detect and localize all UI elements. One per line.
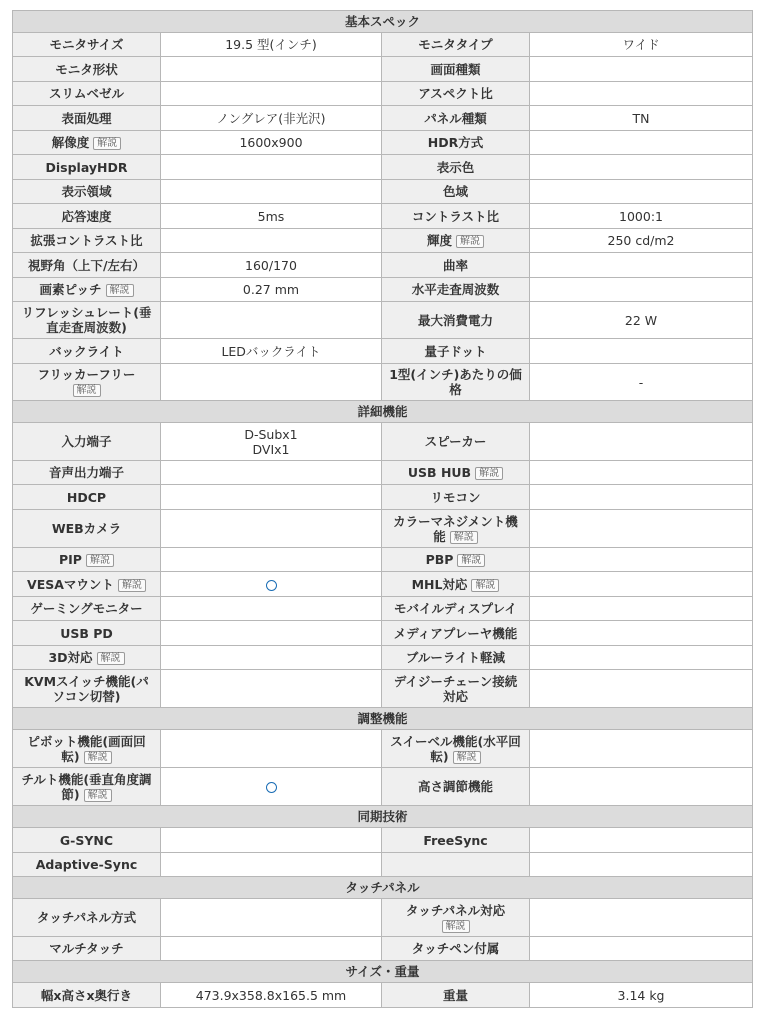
blue-light-label: ブルーライト軽減: [382, 646, 530, 670]
weight-label: 重量: [382, 983, 530, 1008]
kaisetsu-button-mhl[interactable]: 解説: [471, 579, 499, 592]
ext-contrast-label: 拡張コントラスト比: [13, 229, 161, 253]
input-terminal-value: D-Subx1 DVIx1: [161, 423, 382, 461]
threed-label: 3D対応 解説: [13, 646, 161, 670]
max-power-label: 最大消費電力: [382, 302, 530, 339]
brightness-value[interactable]: 250 cd/m2: [530, 229, 753, 253]
monitor-size-value[interactable]: 19.5 型(インチ): [161, 33, 382, 57]
audio-out-value: [161, 461, 382, 485]
kaisetsu-button-pbp[interactable]: 解説: [457, 554, 485, 567]
pbp-value: [530, 548, 753, 572]
freesync-value: [530, 828, 753, 853]
kaisetsu-button-pivot[interactable]: 解説: [84, 751, 112, 764]
quantum-dot-label: 量子ドット: [382, 339, 530, 364]
h-scan-value: [530, 278, 753, 302]
price-per-inch-value: -: [530, 364, 753, 401]
flicker-free-label: フリッカーフリー 解説: [13, 364, 161, 401]
pixel-pitch-value[interactable]: 0.27 mm: [161, 278, 382, 302]
adaptive-sync-value: [161, 853, 382, 877]
mhl-label: MHL対応 解説: [382, 572, 530, 597]
usb-pd-label: USB PD: [13, 621, 161, 646]
display-area-label: 表示領域: [13, 180, 161, 204]
kaisetsu-button-tilt[interactable]: 解説: [84, 789, 112, 802]
hdcp-value: [161, 485, 382, 510]
screen-type-label: 画面種類: [382, 57, 530, 82]
panel-type-label: パネル種類: [382, 106, 530, 131]
resolution-label: 解像度 解説: [13, 131, 161, 155]
remote-value: [530, 485, 753, 510]
swivel-label: スイーベル機能(水平回 転) 解説: [382, 730, 530, 768]
brightness-label: 輝度 解説: [382, 229, 530, 253]
touch-support-value: [530, 899, 753, 937]
section-header-basic: 基本スペック: [13, 11, 753, 33]
curvature-label: 曲率: [382, 253, 530, 278]
threed-value: [161, 646, 382, 670]
pivot-value: [161, 730, 382, 768]
daisy-chain-value: [530, 670, 753, 708]
response-time-label: 応答速度: [13, 204, 161, 229]
color-management-value: [530, 510, 753, 548]
kaisetsu-button-pip[interactable]: 解説: [86, 554, 114, 567]
tilt-label: チルト機能(垂直角度調 節) 解説: [13, 768, 161, 806]
touch-pen-label: タッチペン付属: [382, 937, 530, 961]
panel-type-value: TN: [530, 106, 753, 131]
monitor-type-label: モニタタイプ: [382, 33, 530, 57]
mhl-value: [530, 572, 753, 597]
pixel-pitch-label: 画素ピッチ 解説: [13, 278, 161, 302]
screen-type-value: [530, 57, 753, 82]
aspect-ratio-value: [530, 82, 753, 106]
color-gamut-label: 色域: [382, 180, 530, 204]
multitouch-value: [161, 937, 382, 961]
media-player-label: メディアプレーヤ機能: [382, 621, 530, 646]
spec-table: [12, 10, 753, 1008]
dimensions-label: 幅x高さx奥行き: [13, 983, 161, 1008]
tilt-value: [161, 768, 382, 806]
webcam-value: [161, 510, 382, 548]
kaisetsu-button-brightness[interactable]: 解説: [456, 235, 484, 248]
kvm-switch-label: KVMスイッチ機能(パ ソコン切替): [13, 670, 161, 708]
display-color-value: [530, 155, 753, 180]
refresh-rate-value: [161, 302, 382, 339]
webcam-label: WEBカメラ: [13, 510, 161, 548]
touch-method-value: [161, 899, 382, 937]
curvature-value: [530, 253, 753, 278]
displayhdr-label: DisplayHDR: [13, 155, 161, 180]
dimensions-value: 473.9x358.8x165.5 mm: [161, 983, 382, 1008]
usb-hub-label: USB HUB 解説: [382, 461, 530, 485]
price-per-inch-label: 1型(インチ)あたりの価 格: [382, 364, 530, 401]
input-terminal-label: 入力端子: [13, 423, 161, 461]
flicker-free-value: [161, 364, 382, 401]
gsync-value: [161, 828, 382, 853]
resolution-value: 1600x900: [161, 131, 382, 155]
section-header-detail: 詳細機能: [13, 401, 753, 423]
kaisetsu-button-vesa[interactable]: 解説: [118, 579, 146, 592]
hdr-value: [530, 131, 753, 155]
monitor-shape-value: [161, 57, 382, 82]
vesa-mount-label: VESAマウント 解説: [13, 572, 161, 597]
section-header-size: サイズ・重量: [13, 961, 753, 983]
backlight-label: バックライト: [13, 339, 161, 364]
backlight-value: LEDバックライト: [161, 339, 382, 364]
kaisetsu-button-color-management[interactable]: 解説: [450, 531, 478, 544]
touch-method-label: タッチパネル方式: [13, 899, 161, 937]
touch-pen-value: [530, 937, 753, 961]
section-header-sync: 同期技術: [13, 806, 753, 828]
kaisetsu-button-swivel[interactable]: 解説: [453, 751, 481, 764]
gsync-label: G-SYNC: [13, 828, 161, 853]
aspect-ratio-label: アスペクト比: [382, 82, 530, 106]
audio-out-label: 音声出力端子: [13, 461, 161, 485]
weight-value[interactable]: 3.14 kg: [530, 983, 753, 1008]
hdr-label: HDR方式: [382, 131, 530, 155]
slim-bezel-value: [161, 82, 382, 106]
kaisetsu-button-3d[interactable]: 解説: [97, 652, 125, 665]
display-area-value: [161, 180, 382, 204]
kvm-switch-value: [161, 670, 382, 708]
response-time-value: 5ms: [161, 204, 382, 229]
ext-contrast-value: [161, 229, 382, 253]
displayhdr-value: [161, 155, 382, 180]
daisy-chain-label: デイジーチェーン接続 対応: [382, 670, 530, 708]
monitor-size-label: モニタサイズ: [13, 33, 161, 57]
display-color-label: 表示色: [382, 155, 530, 180]
kaisetsu-button-resolution[interactable]: 解説: [93, 137, 121, 150]
monitor-type-value[interactable]: ワイド: [530, 33, 753, 57]
section-header-touch: タッチパネル: [13, 877, 753, 899]
usb-hub-value: [530, 461, 753, 485]
remote-label: リモコン: [382, 485, 530, 510]
mobile-display-value: [530, 597, 753, 621]
usb-pd-value: [161, 621, 382, 646]
quantum-dot-value: [530, 339, 753, 364]
gaming-monitor-value: [161, 597, 382, 621]
height-adjust-value: [530, 768, 753, 806]
color-management-label: カラーマネジメント機 能 解説: [382, 510, 530, 548]
contrast-label: コントラスト比: [382, 204, 530, 229]
contrast-value: 1000:1: [530, 204, 753, 229]
vesa-mount-value: [161, 572, 382, 597]
touch-support-label: タッチパネル対応 解説: [382, 899, 530, 937]
adaptive-sync-label: Adaptive-Sync: [13, 853, 161, 877]
section-header-adjust: 調整機能: [13, 708, 753, 730]
blue-light-value: [530, 646, 753, 670]
pbp-label: PBP 解説: [382, 548, 530, 572]
speaker-value: [530, 423, 753, 461]
freesync-label: FreeSync: [382, 828, 530, 853]
surface-label: 表面処理: [13, 106, 161, 131]
viewing-angle-value: 160/170: [161, 253, 382, 278]
max-power-value[interactable]: 22 W: [530, 302, 753, 339]
gaming-monitor-label: ゲーミングモニター: [13, 597, 161, 621]
color-gamut-value: [530, 180, 753, 204]
refresh-rate-label: リフレッシュレート(垂 直走査周波数): [13, 302, 161, 339]
height-adjust-label: 高さ調節機能: [382, 768, 530, 806]
surface-value[interactable]: ノングレア(非光沢): [161, 106, 382, 131]
empty-label: [382, 853, 530, 877]
viewing-angle-label: 視野角（上下/左右）: [13, 253, 161, 278]
mobile-display-label: モバイルディスプレイ: [382, 597, 530, 621]
h-scan-label: 水平走査周波数: [382, 278, 530, 302]
kaisetsu-button-touch-support[interactable]: 解説: [442, 920, 470, 933]
monitor-shape-label: モニタ形状: [13, 57, 161, 82]
pip-value: [161, 548, 382, 572]
multitouch-label: マルチタッチ: [13, 937, 161, 961]
hdcp-label: HDCP: [13, 485, 161, 510]
supported-circle-icon: [266, 580, 277, 591]
kaisetsu-button-flicker-free[interactable]: 解説: [73, 384, 101, 397]
kaisetsu-button-usb-hub[interactable]: 解説: [475, 467, 503, 480]
pip-label: PIP 解説: [13, 548, 161, 572]
empty-value: [530, 853, 753, 877]
slim-bezel-label: スリムベゼル: [13, 82, 161, 106]
swivel-value: [530, 730, 753, 768]
speaker-label: スピーカー: [382, 423, 530, 461]
supported-circle-icon: [266, 782, 277, 793]
pivot-label: ピボット機能(画面回 転) 解説: [13, 730, 161, 768]
media-player-value: [530, 621, 753, 646]
kaisetsu-button-pixel-pitch[interactable]: 解説: [106, 284, 134, 297]
